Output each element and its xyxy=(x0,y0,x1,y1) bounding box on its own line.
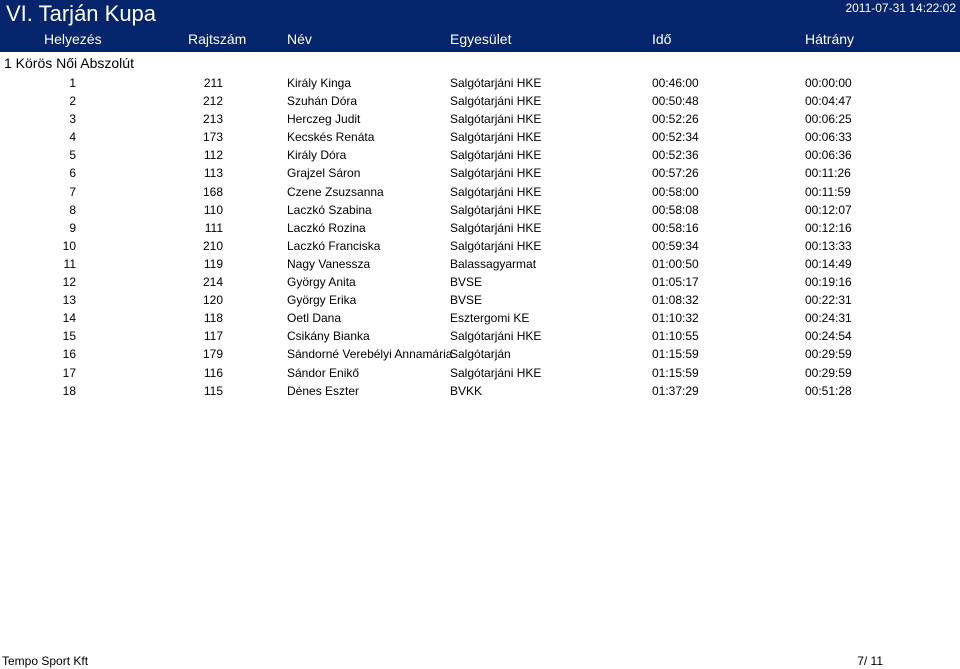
club-cell: Salgótarjáni HKE xyxy=(450,148,542,163)
club-cell: Salgótarjáni HKE xyxy=(450,184,542,199)
bib-cell: 210 xyxy=(202,238,223,253)
bib-cell: 117 xyxy=(203,329,223,344)
bib-cell: 213 xyxy=(202,112,223,127)
rank-cell: 1 xyxy=(69,76,76,90)
name-cell: Dénes Eszter xyxy=(287,383,360,398)
rank-cell: 16 xyxy=(62,347,76,362)
bib-cell: 116 xyxy=(203,365,223,380)
gap-cell: 00:29:59 xyxy=(805,347,852,362)
table-row xyxy=(0,382,960,400)
gap-cell: 00:12:07 xyxy=(805,202,852,217)
gap-cell: 00:06:36 xyxy=(805,148,852,163)
gap-cell: 00:00:00 xyxy=(805,76,852,90)
gap-cell: 00:11:26 xyxy=(805,166,851,181)
table-row xyxy=(0,237,960,255)
rank-cell: 12 xyxy=(62,275,76,290)
name-cell: Grajzel Sáron xyxy=(287,166,361,181)
name-cell: György Anita xyxy=(287,275,356,290)
table-row xyxy=(0,128,960,146)
timestamp: 2011-07-31 14:22:02 xyxy=(845,1,956,15)
table-row xyxy=(0,164,960,182)
table-row xyxy=(0,273,960,291)
table-row xyxy=(0,291,960,309)
bib-cell: 214 xyxy=(202,275,223,290)
gap-cell: 00:22:31 xyxy=(805,293,852,308)
footer-company: Tempo Sport Kft xyxy=(2,654,89,668)
gap-cell: 00:24:54 xyxy=(805,329,852,344)
rank-cell: 17 xyxy=(62,365,76,380)
club-cell: Esztergomi KE xyxy=(450,311,530,326)
gap-cell: 00:51:28 xyxy=(805,383,852,398)
time-cell: 01:10:32 xyxy=(652,311,699,326)
rank-cell: 5 xyxy=(69,148,76,163)
club-cell: Salgótarján xyxy=(450,347,511,362)
rank-cell: 6 xyxy=(69,166,76,181)
gap-cell: 00:24:31 xyxy=(805,311,852,326)
rank-cell: 11 xyxy=(63,256,76,271)
club-cell: Salgótarjáni HKE xyxy=(450,329,542,344)
time-cell: 00:52:26 xyxy=(652,112,699,127)
bib-cell: 120 xyxy=(202,293,223,308)
name-cell: Szuhán Dóra xyxy=(287,94,358,109)
gap-cell: 00:14:49 xyxy=(805,256,852,271)
rank-cell: 13 xyxy=(62,293,76,308)
rank-cell: 9 xyxy=(69,220,76,235)
club-cell: Salgótarjáni HKE xyxy=(450,130,542,145)
name-cell: Nagy Vanessza xyxy=(287,256,371,271)
column-header-rank: Helyezés xyxy=(44,31,102,47)
name-cell: Czene Zsuzsanna xyxy=(287,184,384,199)
name-cell: Sándor Enikő xyxy=(287,365,360,380)
table-row xyxy=(0,110,960,128)
page-title: VI. Tarján Kupa xyxy=(6,1,157,26)
rank-cell: 18 xyxy=(62,383,76,398)
club-cell: Balassagyarmat xyxy=(450,256,537,271)
gap-cell: 00:06:25 xyxy=(805,112,852,127)
column-header-bib: Rajtszám xyxy=(188,31,247,47)
time-cell: 01:37:29 xyxy=(652,383,699,398)
name-cell: Oetl Dana xyxy=(287,311,342,326)
table-row xyxy=(0,74,960,92)
time-cell: 00:58:16 xyxy=(652,220,699,235)
name-cell: Király Dóra xyxy=(287,148,347,163)
gap-cell: 00:13:33 xyxy=(805,238,852,253)
club-cell: Salgótarjáni HKE xyxy=(450,94,542,109)
rank-cell: 3 xyxy=(69,112,76,127)
table-row xyxy=(0,364,960,382)
column-header-time: Idő xyxy=(652,31,672,47)
rank-cell: 2 xyxy=(69,94,76,109)
gap-cell: 00:12:16 xyxy=(805,220,852,235)
club-cell: Salgótarjáni HKE xyxy=(450,166,542,181)
gap-cell: 00:06:33 xyxy=(805,130,852,145)
time-cell: 01:00:50 xyxy=(652,256,699,271)
name-cell: Laczkó Szabina xyxy=(287,202,372,217)
bib-cell: 115 xyxy=(203,383,223,398)
name-cell: György Erika xyxy=(287,293,357,308)
name-cell: Sándorné Verebélyi Annamária xyxy=(287,347,453,362)
table-row xyxy=(0,146,960,164)
bib-cell: 179 xyxy=(202,347,223,362)
table-row xyxy=(0,219,960,237)
time-cell: 01:15:59 xyxy=(652,347,699,362)
time-cell: 01:05:17 xyxy=(652,275,699,290)
club-cell: Salgótarjáni HKE xyxy=(450,238,542,253)
club-cell: Salgótarjáni HKE xyxy=(450,112,542,127)
table-row xyxy=(0,201,960,219)
gap-cell: 00:29:59 xyxy=(805,365,852,380)
time-cell: 00:57:26 xyxy=(652,166,699,181)
table-row xyxy=(0,309,960,327)
gap-cell: 00:19:16 xyxy=(805,275,852,290)
club-cell: BVSE xyxy=(450,275,483,290)
column-header-name: Név xyxy=(287,31,312,47)
rank-cell: 10 xyxy=(62,238,76,253)
name-cell: Laczkó Rozina xyxy=(287,220,366,235)
bib-cell: 212 xyxy=(202,94,223,109)
results-table xyxy=(0,74,960,400)
time-cell: 00:52:36 xyxy=(652,148,699,163)
time-cell: 00:58:08 xyxy=(652,202,699,217)
name-cell: Király Kinga xyxy=(287,76,352,90)
table-row xyxy=(0,345,960,363)
time-cell: 00:59:34 xyxy=(652,238,699,253)
club-cell: BVKK xyxy=(450,383,483,398)
category-title: 1 Körös Női Abszolút xyxy=(4,55,134,71)
column-header-gap: Hátrány xyxy=(805,31,855,47)
time-cell: 01:08:32 xyxy=(652,293,699,308)
footer-page-number: 7/ 11 xyxy=(857,654,883,668)
rank-cell: 14 xyxy=(62,311,76,326)
club-cell: Salgótarjáni HKE xyxy=(450,220,542,235)
column-header-club: Egyesület xyxy=(450,31,512,47)
club-cell: Salgótarjáni HKE xyxy=(450,365,542,380)
time-cell: 00:52:34 xyxy=(652,130,699,145)
rank-cell: 15 xyxy=(62,329,76,344)
bib-cell: 111 xyxy=(204,220,223,235)
club-cell: Salgótarjáni HKE xyxy=(450,202,542,217)
rank-cell: 4 xyxy=(69,130,76,145)
name-cell: Laczkó Franciska xyxy=(287,238,381,253)
bib-cell: 119 xyxy=(203,256,223,271)
time-cell: 01:15:59 xyxy=(652,365,699,380)
table-row xyxy=(0,183,960,201)
table-row xyxy=(0,255,960,273)
header-bar xyxy=(0,0,960,52)
club-cell: BVSE xyxy=(450,293,483,308)
time-cell: 01:10:55 xyxy=(652,329,699,344)
time-cell: 00:46:00 xyxy=(652,76,699,90)
rank-cell: 7 xyxy=(69,184,76,199)
table-row xyxy=(0,327,960,345)
bib-cell: 112 xyxy=(203,148,223,163)
name-cell: Kecskés Renáta xyxy=(287,130,375,145)
bib-cell: 113 xyxy=(203,166,223,181)
bib-cell: 173 xyxy=(202,130,223,145)
time-cell: 00:58:00 xyxy=(652,184,699,199)
time-cell: 00:50:48 xyxy=(652,94,699,109)
bib-cell: 118 xyxy=(203,311,223,326)
gap-cell: 00:11:59 xyxy=(805,184,851,199)
bib-cell: 211 xyxy=(203,76,223,90)
bib-cell: 110 xyxy=(203,202,223,217)
table-row xyxy=(0,92,960,110)
gap-cell: 00:04:47 xyxy=(805,94,852,109)
name-cell: Csikány Bianka xyxy=(287,329,370,344)
rank-cell: 8 xyxy=(69,202,76,217)
bib-cell: 168 xyxy=(202,184,223,199)
name-cell: Herczeg Judit xyxy=(287,112,361,127)
club-cell: Salgótarjáni HKE xyxy=(450,76,542,90)
